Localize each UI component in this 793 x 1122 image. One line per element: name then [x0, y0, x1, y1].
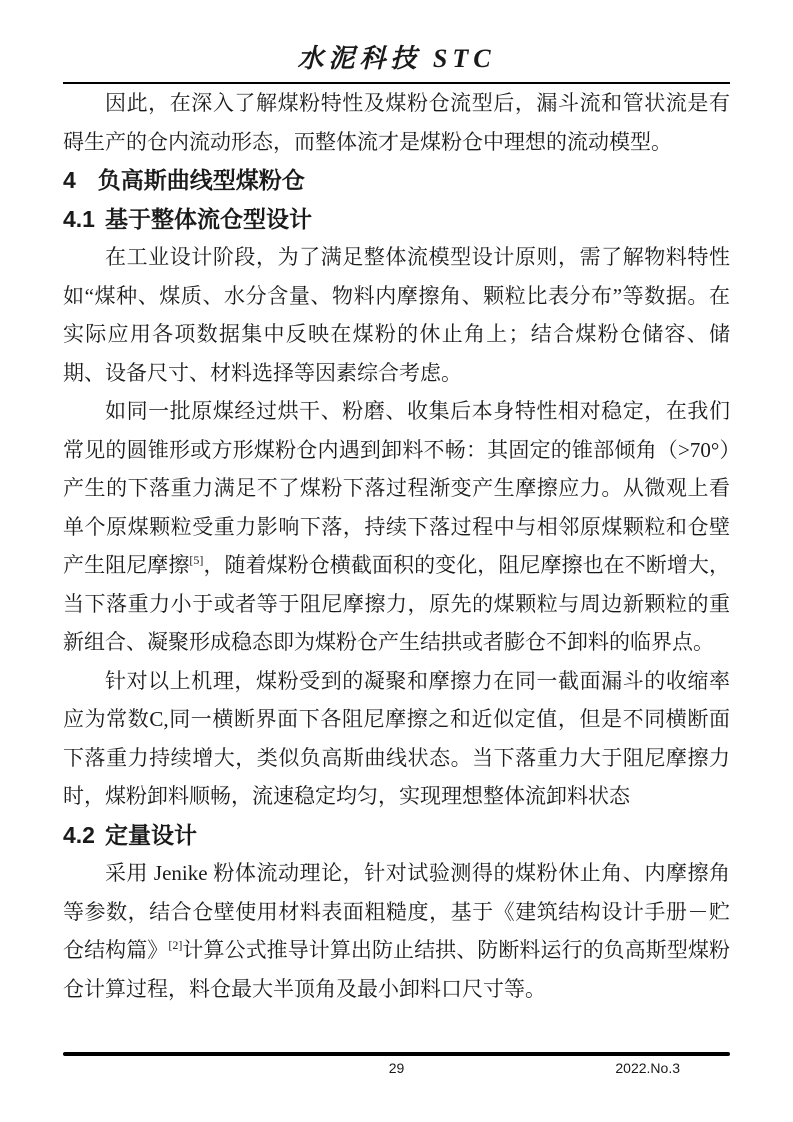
paragraph-mechanism [63, 392, 730, 662]
paragraph-intro: 因此，在深入了解煤粉特性及煤粉仓流型后，漏斗流和管状流是有碍生产的仓内流动形态，而整体流才是煤粉仓中理想的流动模型。 [63, 91, 730, 154]
issue-label: 2022.No.3 [615, 1060, 680, 1076]
page-number: 29 [388, 1060, 405, 1076]
section-4-number: 4 [63, 167, 76, 193]
section-4-1-heading [63, 200, 730, 239]
citation-ref-5: [5] [189, 553, 204, 567]
paragraph-gauss-curve: 针对以上机理，煤粉受到的凝聚和摩擦力在同一截面漏斗的收缩率应为常数C,同一横断界面下各阻尼摩擦之和近似定值，但是不同横断面下落重力持续增大，类似负高斯曲线状态。当下落重力大于阻尼摩擦力时，煤粉卸料顺畅，流速稳定均匀，实现理想整体流卸料状态 [63, 668, 730, 808]
citation-ref-2: [2] [168, 938, 183, 952]
paragraph-mechanism-text-1: 如同一批原煤经过烘干、粉磨、收集后本身特性相对稳定，在我们常见的圆锥形或方形煤粉仓内遇到卸料不畅：其固定的锥部倾角（>70°）产生的下落重力满足不了煤粉下落过程渐变产生摩擦应力。从微观上看单个原煤颗粒受重力影响下落，持续下落过程中与相邻原煤颗粒和仓壁产生阻尼摩擦 [63, 399, 730, 577]
paragraph-mechanism-text-2: ，随着煤粉仓横截面积的变化，阻尼摩擦也在不断增大，当下落重力小于或者等于阻尼摩擦力，原先的煤颗粒与周边新颗粒的重新组合、凝聚形成稳态即为煤粉仓产生结拱或者膨仓不卸料的临界点。 [63, 553, 731, 654]
paragraph-quantitative-text-2: 计算公式推导计算出防止结拱、防断料运行的负高斯型煤粉仓计算过程，料仓最大半顶角及最小卸料口尺寸等。 [63, 938, 731, 1001]
footer-rule [63, 1052, 730, 1056]
section-4-2-title: 定量设计 [104, 821, 197, 848]
page-footer [63, 1052, 730, 1077]
journal-title: 水泥科技 STC [297, 44, 496, 73]
footer-row [63, 1059, 730, 1077]
section-4-1-number: 4.1 [63, 205, 95, 232]
page-body [63, 84, 730, 1008]
section-4-2-number: 4.2 [63, 821, 95, 848]
section-4-1-title: 基于整体流仓型设计 [104, 205, 312, 232]
page-header [63, 0, 730, 84]
paragraph-design-data: 在工业设计阶段，为了满足整体流模型设计原则，需了解物料特性如“煤种、煤质、水分含量、物料内摩擦角、颗粒比表分布”等数据。在实际应用各项数据集中反映在煤粉的休止角上；结合煤粉仓储容、储期、设备尺寸、材料选择等因素综合考虑。 [63, 245, 730, 385]
paragraph-quantitative-text-1: 采用 Jenike 粉体流动理论，针对试验测得的煤粉休止角、内摩擦角等参数，结合仓壁使用材料表面粗糙度，基于《建筑结构设计手册－贮仓结构篇》 [63, 861, 730, 962]
paragraph-quantitative [63, 854, 730, 1008]
section-4-2-heading [63, 816, 730, 855]
section-4-heading [63, 161, 730, 200]
section-4-title: 负高斯曲线型煤粉仓 [97, 167, 305, 193]
